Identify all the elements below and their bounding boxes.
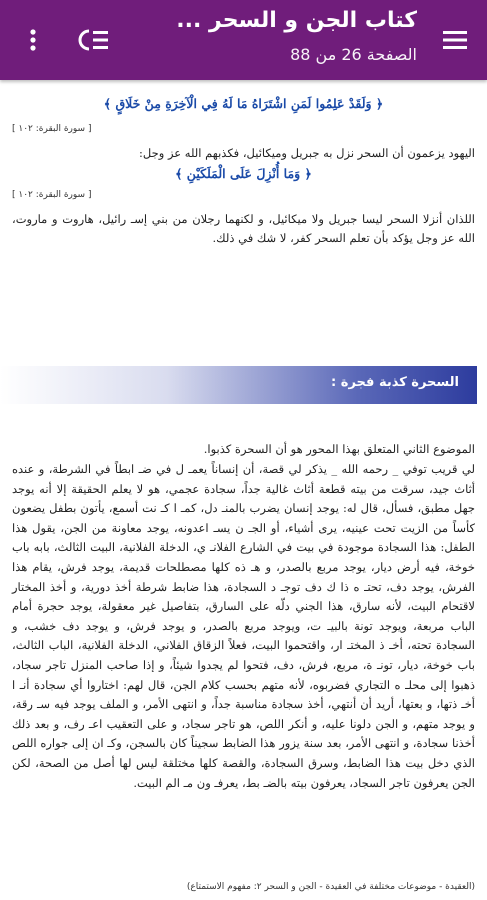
verse-reference-2: [ سورة البقرة: ١٠٢ ] (12, 190, 92, 200)
menu-button[interactable] (433, 18, 477, 62)
page-indicator: الصفحة 26 من 88 (290, 45, 417, 64)
more-options-button[interactable] (18, 18, 48, 62)
menu-icon (442, 29, 468, 51)
app-bar (0, 0, 487, 80)
section-title: السحرة كذبة فجرة : (331, 375, 459, 390)
book-title: كتاب الجن و السحر ... (176, 8, 417, 33)
paragraph-1: اليهود يزعمون أن السحر نزل به جبريل وميكائيل، فكذبهم الله عز وجل: (139, 146, 475, 160)
paragraph-2: اللذان أنزلا السحر ليسا جبريل ولا ميكائيل، و لكنهما رجلان من بني إسـ رائيل، هاروت و ماروت، الله عز وجل يؤكد بأن تعلم السحر كفر، لا شك في ذلك. (12, 212, 475, 245)
toc-icon (77, 28, 111, 52)
more-vert-icon (29, 28, 37, 52)
table-of-contents-button[interactable] (72, 18, 116, 62)
quran-verse-2: ﴿ وَمَا أُنْزِلَ عَلَى الْمَلَكَيْنِ ﴾ (175, 166, 312, 181)
section-header (0, 366, 477, 404)
source-footer: (العقيدة - موضوعات مختلفة في العقيدة - الجن و السحر ٢: مفهوم الاستمتاع) (186, 882, 475, 892)
paragraph-3: الموضوع الثاني المتعلق بهذا المحور هو أن السحرة كذبوا. (203, 442, 475, 456)
verse-reference-1: [ سورة البقرة: ١٠٢ ] (12, 124, 92, 134)
quran-verse-1: ﴿ وَلَقَدْ عَلِمُوا لَمَنِ اشْتَرَاهُ مَا لَهُ فِي الْآخِرَةِ مِنْ خَلَاقٍ ﴾ (103, 96, 384, 111)
paragraph-4: لي قريب توفي _ رحمه الله _ يذكر لي قصة، أن إنساناً يعمـ ل في ضـ ابطاً في الشرطة، و عنده أثاث جيد، سرقت من بيته قطعة أثاث غالية جداً، سجادة عجمي، هو لا يعلم الحقيقة إلا أنه يوجد جهل مطبق، فسأل، قال له: يوجد إنسان يضرب بالمنـ دل، كمـ ا كـ نت أسمع، يأتون بطفل يضعون كأساً من الزيت تحت عينيه، يرى أشياء، أو الجـ ن يسـ اعدونه، يوجد معاونة من الجن، يقول هذا الطفل: هذا السجادة موجودة في بيت في الشارع الفلانـ ي، الدخلة الفلانية، البيت الثالث، بابه باب خوخة، فيه أرض ديار، يوجد مربع بالصدر، و هـ ذه كلها مصطلحات قديمة، يوجد فرش، يقام هذا الفرش، يوجد دف، تحتـ ه ذا ك دف توجـ د السجادة، هذا ضابط شرطة أخذ دورية، و أخذ المختار لاقتحام البيت، لأنه سارق، هذا الجني دلّه على السارق، بتفاصيل غير معقولة، يوجد حجرة أمام الباب مربعة، ويوجد تونة بالبيـ ت، ويوجد مربع بالصدر، و يوجد فرش، و يوجد دف خشب، و السجادة تحته، أخـ ذ المختـ ار، واقتحموا البيت، فعلاً الزقاق الفلاني، الدخلة الفلانية، الباب الثالث، باب خوخة، ديار، تونـ ة، مربع، فرش، دف، فتحوا لم يجدوا شيئاً، و إذا صاحب المنزل تاجر سجاد، ذهبوا إلى محلـ ه التجاري فضربوه، لأنه متهم بحسب كلام الجن، قال لهم: اختاروا أي سجادة أنـ ا أخـ ذتها، و بعتها، أريد أن أنتهي، أخذ سجادة مناسبة جداً، و انتهى الأمر، و الملف يوجد فيه سـ رقة، و يوجد متهم، و الجن دلونا عليه، و أنكر اللص، هو تاجر سجاد، و على التعقيب اعـ رف، و بعد ذلك أخذنا سجادة، و انتهى الأمر، بعد سنة يزور هذا الضابط سجيناً كان بالسجن، وكـ ان إلى جواره اللص الذي دخل بيت هذا الضابط، وسرق السجادة، والقصة كلها مختلقة ليس لها أصل من الصحة، لكن الجن يعرفون تاجر السجاد، يعرفون بيته بالضـ بط، يعرفـ ون مـ الم البيت. (12, 462, 475, 790)
page-content[interactable] (0, 80, 487, 900)
